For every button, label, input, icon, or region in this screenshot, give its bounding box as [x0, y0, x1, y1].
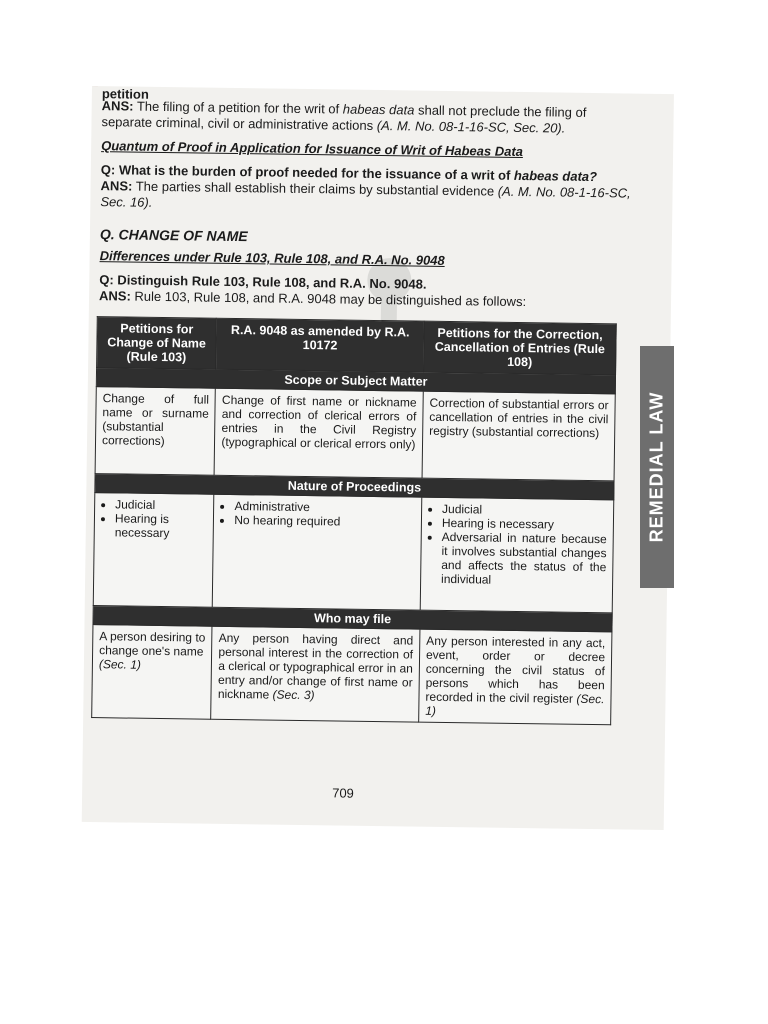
who-rule-108-text: Any person interested in any act, event, order or decree concerning the civil status of persons which has been recorded in the civil register	[425, 633, 606, 706]
question-label: Q:	[100, 162, 116, 178]
list-item: • Judicial	[442, 502, 607, 518]
intro-italic: habeas data	[342, 101, 415, 118]
quantum-citation: (A. M. No. 08-1-16-SC, Sec. 16).	[100, 183, 631, 210]
page-number: 709	[332, 785, 354, 801]
who-ra-9048-text: Any person having direct and personal interest in the correction of a clerical or typographical error in an entry and/or change of first name or nickname	[217, 630, 414, 702]
quantum-question-italic: habeas data?	[513, 167, 598, 185]
section-subheading-text: Differences under Rule 103, Rule 108, and R.A. No. 9048	[99, 248, 445, 268]
band-nature-label: Nature of Proceedings	[95, 474, 614, 500]
scope-rule-103: Change of full name or surname (substantial corrections)	[95, 387, 216, 476]
quantum-answer	[100, 178, 636, 217]
quantum-heading-wrap	[101, 138, 637, 161]
table-header-row	[97, 317, 617, 375]
book-page	[82, 86, 674, 830]
who-ra-9048	[211, 626, 420, 722]
list-item: • Adversarial in nature because it involves substantial changes and affects the status of the individual	[441, 530, 607, 588]
nature-rule-103	[93, 493, 214, 608]
section-title-text: Q. CHANGE OF NAME	[99, 226, 248, 245]
intro-partial-word: petition	[101, 86, 149, 102]
list-item: • Judicial	[115, 497, 208, 512]
question-label: Q:	[99, 272, 114, 288]
nature-rule-108	[420, 497, 614, 613]
header-rule-103: Petitions for Change of Name (Rule 103)	[97, 317, 217, 370]
band-who-label: Who may file	[93, 606, 612, 632]
quantum-heading: Quantum of Proof in Application for Issuance of Writ of Habeas Data	[101, 138, 524, 160]
intro-text-1: The filing of a petition for the writ of	[136, 98, 340, 117]
quantum-answer-text: The parties shall establish their claims by substantial evidence	[135, 178, 495, 199]
who-rule-103-text: A person desiring to change one's name	[99, 629, 206, 659]
who-rule-103	[92, 625, 213, 720]
comparison-table	[91, 316, 617, 725]
table-row	[95, 387, 615, 481]
who-rule-103-cite: (Sec. 1)	[98, 657, 142, 672]
answer-label: ANS:	[100, 178, 133, 194]
who-rule-108	[419, 629, 612, 725]
section-answer-text: Rule 103, Rule 108, and R.A. 9048 may be distinguished as follows:	[134, 288, 527, 310]
header-rule-108: Petitions for the Correction, Cancellation of Entries (Rule 108)	[423, 321, 616, 375]
who-rule-108-cite: (Sec. 1)	[425, 691, 605, 718]
section-question-text: Distinguish Rule 103, Rule 108, and R.A. No. 9048.	[117, 272, 427, 292]
list-item: • Hearing is necessary	[442, 516, 607, 532]
who-ra-9048-cite: (Sec. 3)	[272, 687, 315, 703]
intro-answer	[101, 98, 637, 137]
nature-ra-9048	[213, 494, 422, 610]
table-row	[92, 625, 612, 725]
list-item: • No hearing required	[234, 513, 415, 530]
scope-rule-108: Correction of substantial errors or cancellation of entries in the civil registry (substantial corrections)	[422, 391, 615, 481]
band-scope-label: Scope or Subject Matter	[96, 368, 615, 394]
scope-ra-9048: Change of first name or nickname and correction of clerical errors of entries in the Civil Registry (typographical or clerical errors only)	[214, 388, 423, 478]
answer-label: ANS:	[101, 98, 134, 114]
side-tab	[640, 346, 674, 588]
quantum-question-text: What is the burden of proof needed for the issuance of a writ of	[118, 162, 511, 183]
intro-citation: (A. M. No. 08-1-16-SC, Sec. 20).	[376, 117, 566, 136]
header-ra-9048: R.A. 9048 as amended by R.A. 10172	[216, 318, 424, 372]
intro-text-2: shall not preclude the filing of separate criminal, civil or administrative actions	[101, 102, 587, 133]
table-row	[93, 493, 614, 613]
answer-label: ANS:	[98, 288, 131, 304]
side-tab-label: REMEDIAL LAW	[646, 391, 667, 543]
list-item: • Hearing is necessary	[115, 511, 208, 540]
list-item: • Administrative	[234, 499, 415, 516]
